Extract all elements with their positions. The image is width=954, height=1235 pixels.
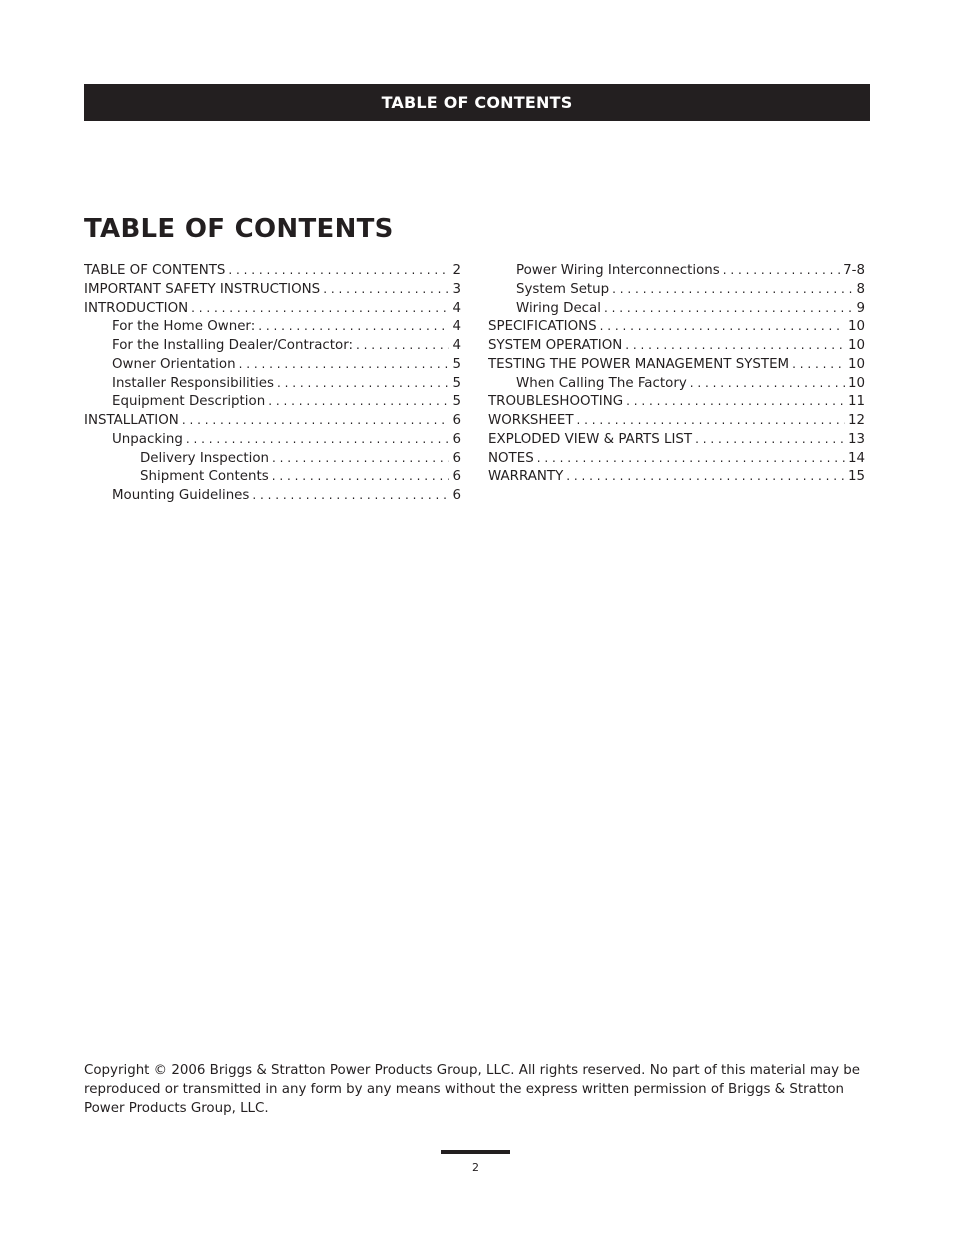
copyright-notice: Copyright © 2006 Briggs & Stratton Power Products Group, LLC. All rights reserved. No part of this material may be reproduced or transmitted in any form by any means without the express written permission of Briggs & Stratton Power Products Group, LLC. bbox=[84, 1063, 861, 1116]
toc-entry-page: 13 bbox=[847, 431, 865, 447]
toc-entry bbox=[84, 488, 461, 507]
toc-dot-leader bbox=[566, 469, 845, 483]
toc-entry-title: Equipment Description bbox=[112, 394, 266, 410]
toc-entry bbox=[488, 394, 865, 413]
toc-entry-title: Mounting Guidelines bbox=[112, 488, 250, 503]
toc-entry bbox=[84, 394, 461, 413]
toc-entry-page: 14 bbox=[847, 450, 865, 466]
toc-dot-leader bbox=[604, 301, 853, 315]
toc-entry bbox=[488, 451, 865, 470]
toc-dot-leader bbox=[690, 376, 845, 390]
page-number: 2 bbox=[472, 1161, 479, 1174]
toc-entry-page: 5 bbox=[452, 375, 461, 391]
toc-entry-page: 5 bbox=[452, 356, 461, 372]
toc-dot-leader bbox=[258, 319, 449, 333]
toc-dot-leader bbox=[186, 432, 450, 446]
toc-dot-leader bbox=[228, 263, 449, 277]
toc-entry-page: 4 bbox=[452, 338, 461, 353]
toc-entry-title: TESTING THE POWER MANAGEMENT SYSTEM bbox=[488, 356, 790, 372]
header-banner-title: TABLE OF CONTENTS bbox=[381, 93, 573, 112]
toc-entry-title: SYSTEM OPERATION bbox=[488, 338, 623, 353]
toc-entry-title: Delivery Inspection bbox=[140, 450, 270, 466]
toc-entry bbox=[488, 263, 865, 282]
toc-entry bbox=[84, 263, 461, 282]
toc-dot-leader bbox=[277, 376, 450, 390]
toc-dot-leader bbox=[182, 413, 450, 427]
header-banner bbox=[84, 84, 870, 121]
toc-left-column bbox=[84, 263, 461, 507]
toc-entry-page: 4 bbox=[452, 300, 461, 316]
toc-dot-leader bbox=[723, 263, 840, 277]
toc-dot-leader bbox=[191, 301, 449, 315]
toc-entry bbox=[84, 319, 461, 338]
toc-dot-leader bbox=[323, 282, 449, 296]
toc-entry-page: 8 bbox=[856, 281, 865, 297]
toc-entry-title: IMPORTANT SAFETY INSTRUCTIONS bbox=[84, 281, 321, 297]
toc-entry bbox=[488, 413, 865, 432]
toc-entry-title: Unpacking bbox=[112, 431, 183, 447]
toc-entry-page: 12 bbox=[847, 413, 865, 428]
toc-entry-title: For the Home Owner: bbox=[112, 319, 256, 335]
toc-entry-title: SPECIFICATIONS bbox=[488, 319, 597, 335]
toc-entry bbox=[488, 319, 865, 338]
toc-entry-page: 6 bbox=[452, 450, 461, 466]
toc-entry-title: For the Installing Dealer/Contractor: bbox=[112, 338, 353, 353]
toc-entry-page: 10 bbox=[847, 338, 865, 353]
toc-entry-page: 15 bbox=[847, 469, 865, 485]
toc-entry bbox=[84, 413, 461, 432]
toc-entry-page: 11 bbox=[847, 394, 865, 410]
toc-dot-leader bbox=[356, 338, 449, 352]
toc-entry-title: NOTES bbox=[488, 450, 534, 466]
toc-dot-leader bbox=[272, 469, 450, 483]
toc-dot-leader bbox=[577, 413, 845, 427]
toc-entry-title: TROUBLESHOOTING bbox=[488, 394, 624, 410]
toc-dot-leader bbox=[272, 451, 449, 465]
toc-dot-leader bbox=[537, 451, 845, 465]
toc-entry-page: 2 bbox=[452, 263, 461, 278]
toc-dot-leader bbox=[792, 357, 845, 371]
toc-entry bbox=[488, 376, 865, 395]
toc-entry-page: 6 bbox=[452, 469, 461, 485]
toc-entry bbox=[84, 432, 461, 451]
toc-dot-leader bbox=[239, 357, 450, 371]
toc-entry-title: INSTALLATION bbox=[84, 413, 179, 428]
toc-entry bbox=[84, 451, 461, 470]
toc-entry-page: 10 bbox=[847, 356, 865, 372]
page-title: TABLE OF CONTENTS bbox=[84, 214, 394, 244]
toc-entry-page: 6 bbox=[452, 488, 461, 503]
toc-entry bbox=[84, 301, 461, 320]
toc-entry-title: WORKSHEET bbox=[488, 413, 574, 428]
toc-dot-leader bbox=[695, 432, 845, 446]
toc-right-column bbox=[488, 263, 865, 488]
toc-dot-leader bbox=[600, 319, 845, 333]
toc-entry bbox=[84, 469, 461, 488]
toc-entry bbox=[84, 282, 461, 301]
toc-dot-leader bbox=[252, 488, 449, 502]
toc-entry bbox=[488, 282, 865, 301]
toc-entry-page: 5 bbox=[452, 394, 461, 410]
toc-entry bbox=[84, 376, 461, 395]
toc-entry bbox=[84, 338, 461, 357]
toc-entry-title: WARRANTY bbox=[488, 469, 564, 485]
toc-entry-page: 6 bbox=[452, 413, 461, 428]
toc-entry-title: TABLE OF CONTENTS bbox=[84, 263, 226, 278]
toc-entry bbox=[488, 469, 865, 488]
footer-rule bbox=[441, 1150, 510, 1154]
toc-entry-page: 3 bbox=[452, 281, 461, 297]
toc-dot-leader bbox=[626, 394, 845, 408]
toc-entry-title: Owner Orientation bbox=[112, 356, 236, 372]
toc-entry-title: When Calling The Factory bbox=[516, 375, 687, 391]
toc-entry-page: 9 bbox=[856, 300, 865, 316]
toc-dot-leader bbox=[625, 338, 845, 352]
toc-entry bbox=[488, 357, 865, 376]
toc-entry bbox=[488, 338, 865, 357]
toc-entry bbox=[488, 301, 865, 320]
toc-entry-title: Wiring Decal bbox=[516, 300, 601, 316]
toc-entry-title: INTRODUCTION bbox=[84, 300, 189, 316]
toc-entry-page: 4 bbox=[452, 319, 461, 335]
toc-entry-title: System Setup bbox=[516, 281, 610, 297]
toc-entry-page: 10 bbox=[847, 319, 865, 335]
toc-entry bbox=[84, 357, 461, 376]
toc-entry-title: Installer Responsibilities bbox=[112, 375, 274, 391]
toc-entry-page: 10 bbox=[847, 375, 865, 391]
toc-entry-title: Shipment Contents bbox=[140, 469, 269, 485]
toc-dot-leader bbox=[268, 394, 449, 408]
toc-dot-leader bbox=[612, 282, 853, 296]
toc-entry-title: Power Wiring Interconnections bbox=[516, 263, 720, 278]
toc-entry bbox=[488, 432, 865, 451]
toc-entry-page: 7-8 bbox=[843, 263, 865, 278]
toc-entry-title: EXPLODED VIEW & PARTS LIST bbox=[488, 431, 693, 447]
toc-entry-page: 6 bbox=[452, 431, 461, 447]
